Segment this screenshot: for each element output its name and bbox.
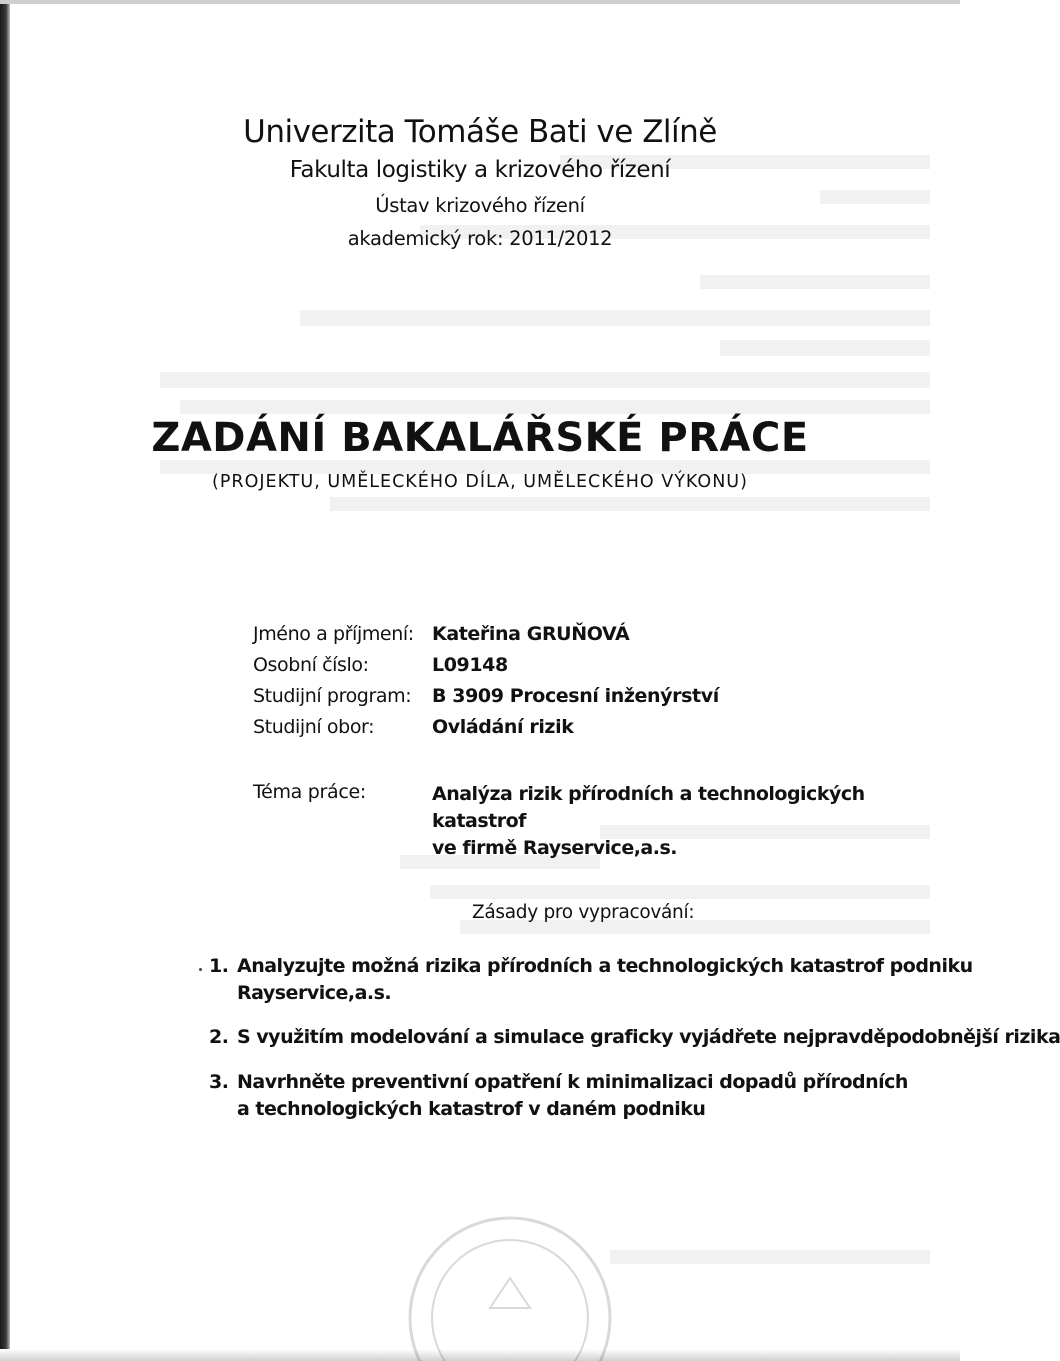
department-name: Ústav krizového řízení xyxy=(375,194,585,217)
guideline-line-2: Rayservice,a.s. xyxy=(237,982,392,1004)
id-value: L09148 xyxy=(432,654,508,676)
program-label: Studijní program: xyxy=(253,685,412,707)
topic-label: Téma práce: xyxy=(253,781,367,803)
document-title: ZADÁNÍ BAKALÁŘSKÉ PRÁCE xyxy=(151,415,809,461)
topic-line-2: ve firmě Rayservice,a.s. xyxy=(432,837,677,859)
scan-speck xyxy=(199,968,202,971)
id-label: Osobní číslo: xyxy=(253,654,369,676)
guideline-text xyxy=(237,953,973,1007)
university-name: Univerzita Tomáše Bati ve Zlíně xyxy=(243,114,717,150)
program-value: B 3909 Procesní inženýrství xyxy=(432,685,719,707)
guidelines-heading: Zásady pro vypracování: xyxy=(472,902,695,923)
name-label: Jméno a příjmení: xyxy=(253,623,414,645)
academic-year: akademický rok: 2011/2012 xyxy=(347,227,613,250)
name-value: Kateřina GRUŇOVÁ xyxy=(432,623,630,645)
topic-line-1: Analýza rizik přírodních a technologických katastrof xyxy=(432,783,865,832)
topic-value xyxy=(432,781,932,862)
guideline-number: 2. xyxy=(209,1026,229,1048)
guideline-line-1: S využitím modelování a simulace graficky vyjádřete nejpravděpodobnější rizika xyxy=(237,1026,1060,1048)
field-label: Studijní obor: xyxy=(253,716,375,738)
guideline-number: 1. xyxy=(209,955,229,977)
scan-top-edge xyxy=(0,0,960,4)
faint-seal-image xyxy=(400,1198,620,1358)
guideline-line-1: Navrhněte preventivní opatření k minimalizaci dopadů přírodních xyxy=(237,1071,908,1093)
guideline-line-1: Analyzujte možná rizika přírodních a technologických katastrof podniku xyxy=(237,955,973,977)
guideline-text xyxy=(237,1069,908,1123)
guideline-text xyxy=(237,1024,1060,1051)
field-value: Ovládání rizik xyxy=(432,716,574,738)
guideline-line-2: a technologických katastrof v daném podniku xyxy=(237,1098,706,1120)
faculty-name: Fakulta logistiky a krizového řízení xyxy=(289,157,671,183)
document-subtitle: (PROJEKTU, UMĚLECKÉHO DÍLA, UMĚLECKÉHO VÝKONU) xyxy=(212,472,748,492)
guideline-number: 3. xyxy=(209,1071,229,1093)
